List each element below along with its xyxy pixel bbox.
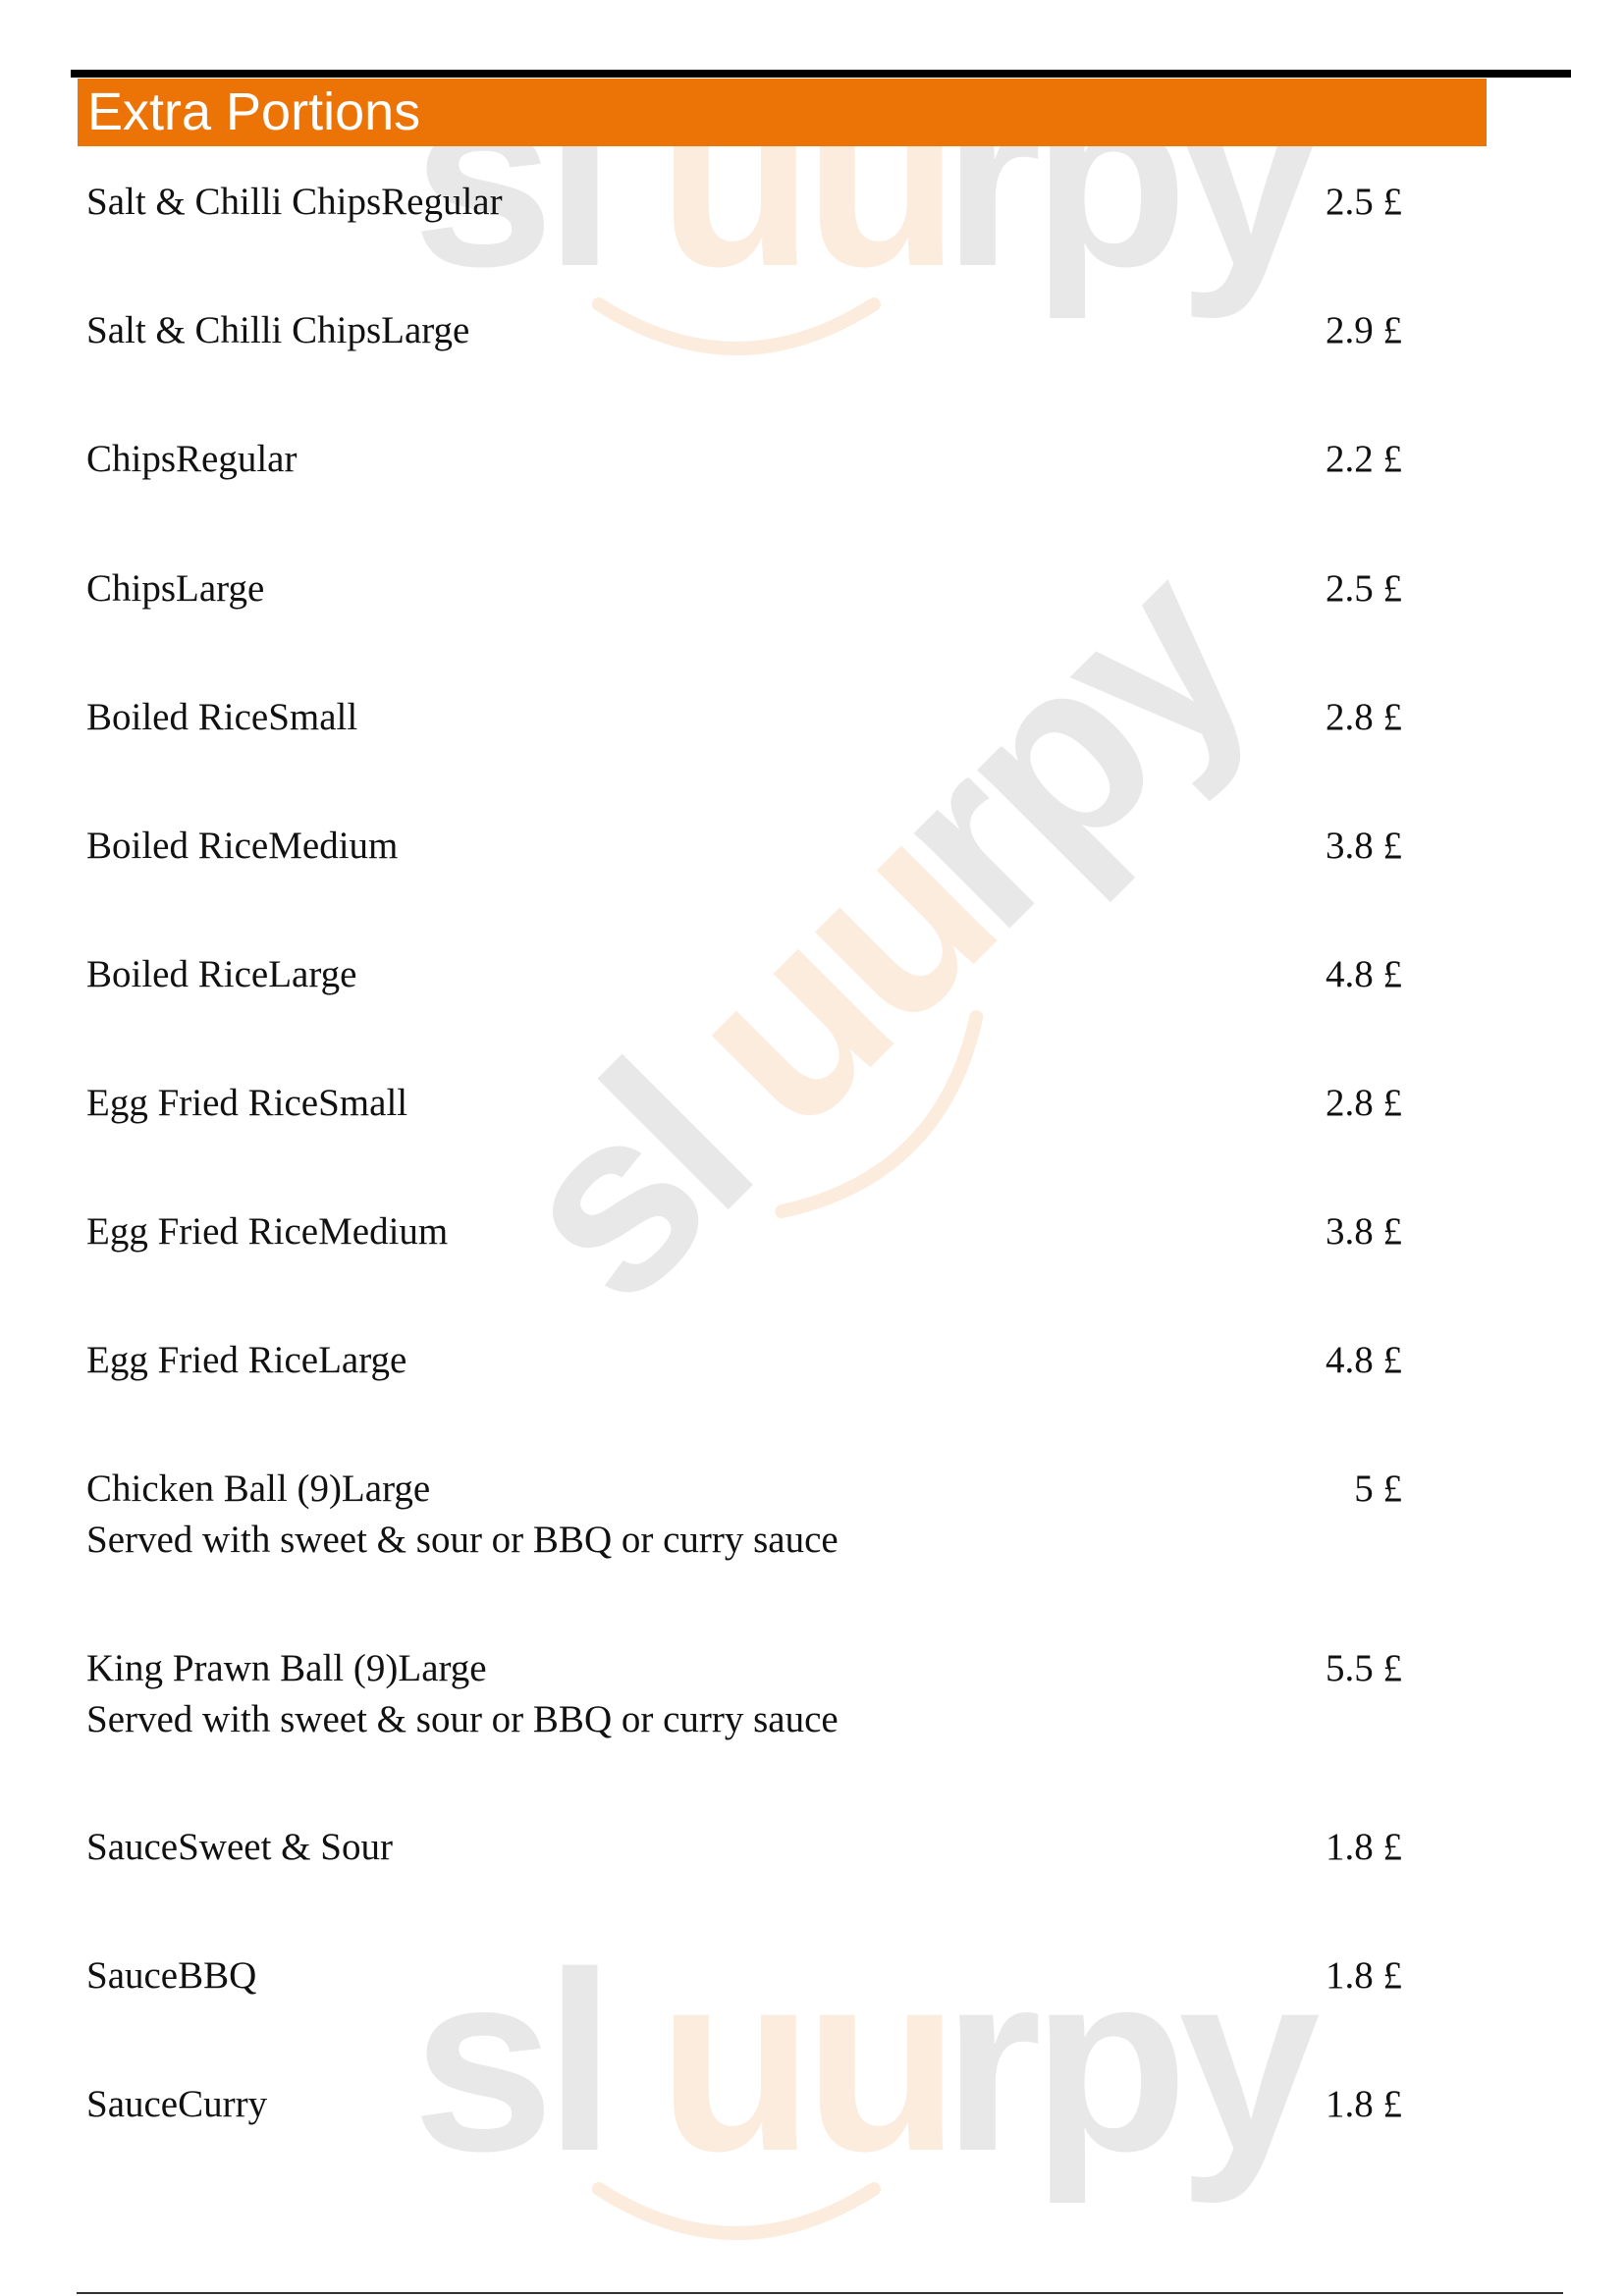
section-title: Extra Portions bbox=[87, 82, 421, 141]
item-name: Salt & Chilli ChipsLarge bbox=[86, 309, 470, 351]
item-name: Boiled RiceLarge bbox=[86, 953, 357, 995]
bottom-divider bbox=[77, 2292, 1563, 2294]
item-name: SauceCurry bbox=[86, 2083, 268, 2125]
item-price: 3.8 £ bbox=[1326, 825, 1402, 867]
svg-text:sl: sl bbox=[412, 1920, 606, 2205]
item-name: SauceBBQ bbox=[86, 1954, 257, 1997]
item-name: Boiled RiceMedium bbox=[86, 825, 399, 867]
item-price: 2.8 £ bbox=[1326, 1082, 1402, 1124]
svg-text:sl: sl bbox=[460, 1016, 798, 1355]
item-name: Boiled RiceSmall bbox=[86, 696, 358, 738]
item-price: 1.8 £ bbox=[1326, 2083, 1402, 2125]
item-name: Chicken Ball (9)Large bbox=[86, 1468, 431, 1510]
item-price: 2.5 £ bbox=[1326, 567, 1402, 610]
item-name: Egg Fried RiceSmall bbox=[86, 1082, 408, 1124]
item-description: Served with sweet & sour or BBQ or curry sauce bbox=[86, 1698, 839, 1740]
item-name: Salt & Chilli ChipsRegular bbox=[86, 181, 503, 223]
svg-text:rpy: rpy bbox=[943, 1920, 1311, 2205]
item-name: King Prawn Ball (9)Large bbox=[86, 1647, 487, 1689]
item-price: 5.5 £ bbox=[1326, 1647, 1402, 1689]
svg-text:uu: uu bbox=[632, 773, 1042, 1181]
svg-text:uu: uu bbox=[658, 35, 950, 320]
item-price: 2.2 £ bbox=[1326, 438, 1402, 480]
svg-text:sl: sl bbox=[412, 35, 606, 320]
item-price: 4.8 £ bbox=[1326, 1339, 1402, 1381]
svg-text:rpy: rpy bbox=[943, 35, 1311, 320]
item-name: ChipsLarge bbox=[86, 567, 265, 610]
item-price: 5 £ bbox=[1354, 1468, 1402, 1510]
svg-text:rpy: rpy bbox=[835, 517, 1296, 980]
item-price: 2.8 £ bbox=[1326, 696, 1402, 738]
item-price: 2.5 £ bbox=[1326, 181, 1402, 223]
svg-text:uu: uu bbox=[658, 1920, 950, 2205]
item-name: Egg Fried RiceLarge bbox=[86, 1339, 407, 1381]
item-description: Served with sweet & sour or BBQ or curry sauce bbox=[86, 1519, 839, 1561]
item-name: ChipsRegular bbox=[86, 438, 298, 480]
item-name: Egg Fried RiceMedium bbox=[86, 1210, 449, 1253]
item-price: 1.8 £ bbox=[1326, 1826, 1402, 1868]
item-name: SauceSweet & Sour bbox=[86, 1826, 393, 1868]
item-price: 3.8 £ bbox=[1326, 1210, 1402, 1253]
item-price: 1.8 £ bbox=[1326, 1954, 1402, 1997]
item-price: 4.8 £ bbox=[1326, 953, 1402, 995]
item-price: 2.9 £ bbox=[1326, 309, 1402, 351]
